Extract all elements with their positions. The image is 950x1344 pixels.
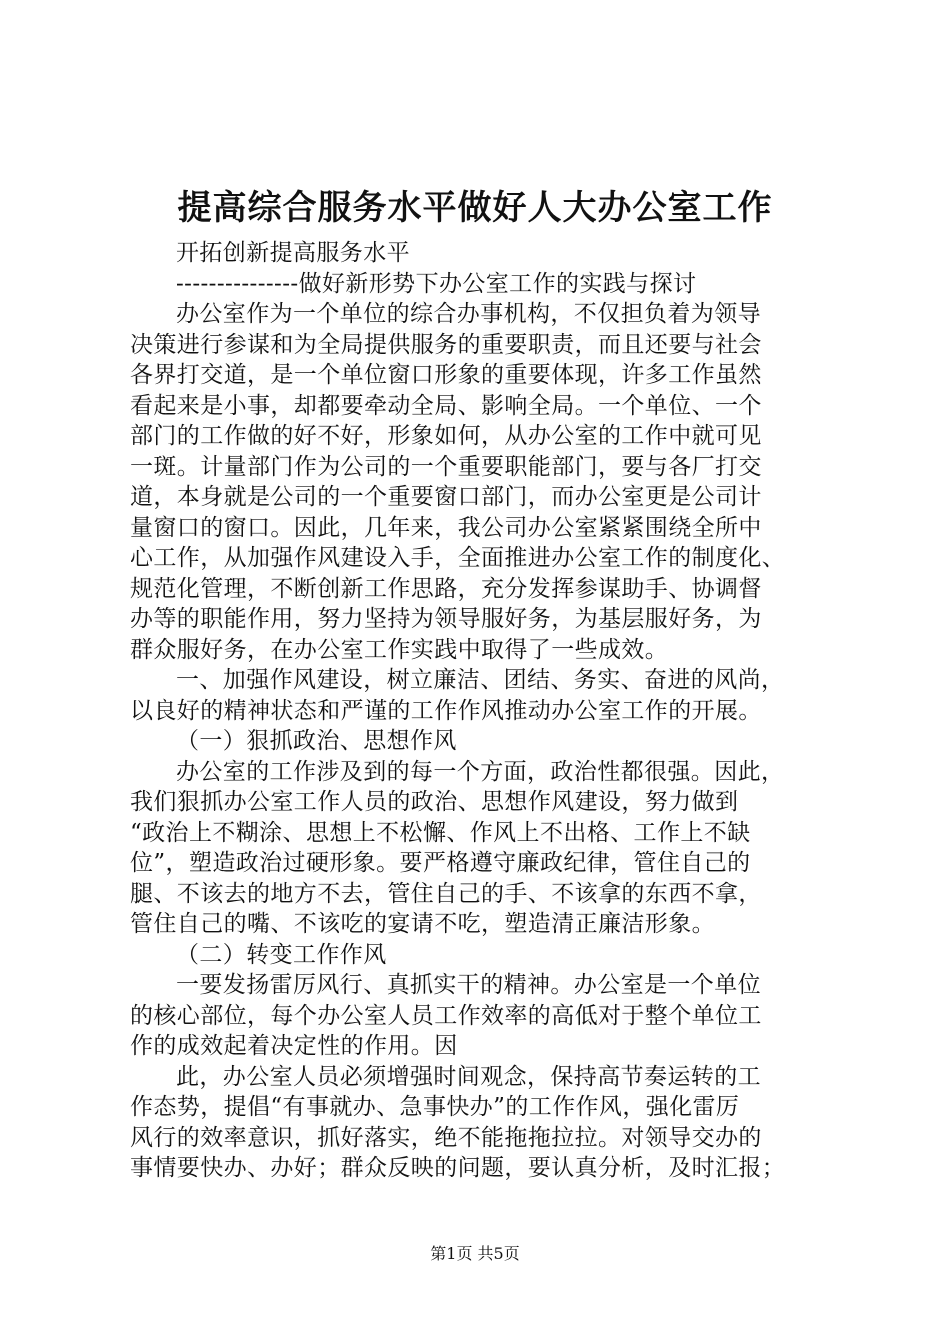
- text-line: 看起来是小事，却都要牵动全局、影响全局。一个单位、一个: [130, 392, 762, 419]
- text-line: 位”，塑造政治过硬形象。要严格遵守廉政纪律，管住自己的: [130, 850, 751, 876]
- text-line: 量窗口的窗口。因此，几年来，我公司办公室紧紧围绕全所中: [130, 514, 762, 541]
- text-line: 决策进行参谋和为全局提供服务的重要职责，而且还要与社会: [130, 331, 762, 358]
- text-line: 规范化管理，不断创新工作思路，充分发挥参谋助手、协调督: [130, 575, 762, 602]
- document-body: [130, 238, 830, 1184]
- text-line: （一）狠抓政治、思想作风: [176, 728, 457, 754]
- text-line: 开拓创新提高服务水平: [176, 240, 410, 266]
- text-line: 以良好的精神状态和严谨的工作作风推动办公室工作的开展。: [130, 697, 762, 724]
- text-line: 作的成效起着决定性的作用。因: [130, 1033, 458, 1059]
- text-line: 办公室作为一个单位的综合办事机构，不仅担负着为领导: [176, 301, 761, 327]
- text-line: 心工作，从加强作风建设入手，全面推进办公室工作的制度化、: [130, 545, 786, 571]
- text-line: 事情要快办、办好；群众反映的问题，要认真分析，及时汇报；: [130, 1155, 786, 1181]
- text-line: 群众服好务，在办公室工作实践中取得了一些成效。: [130, 636, 669, 663]
- text-line: 的核心部位，每个办公室人员工作效率的高低对于整个单位工: [130, 1002, 762, 1029]
- text-line: 各界打交道，是一个单位窗口形象的重要体现，许多工作虽然: [130, 362, 762, 388]
- text-line: 腿、不该去的地方不去，管住自己的手、不该拿的东西不拿，: [130, 880, 762, 907]
- text-line: 风行的效率意识，抓好落实，绝不能拖拖拉拉。对领导交办的: [130, 1124, 762, 1151]
- text-line: 管住自己的嘴、不该吃的宴请不吃，塑造清正廉洁形象。: [130, 911, 715, 937]
- text-line: （二）转变工作作风: [176, 941, 387, 968]
- text-line: 道，本身就是公司的一个重要窗口部门，而办公室更是公司计: [130, 484, 762, 510]
- text-line: 一斑。计量部门作为公司的一个重要职能部门，要与各厂打交: [130, 453, 762, 480]
- text-line: ---------------做好新形势下办公室工作的实践与探讨: [176, 270, 697, 297]
- text-line: “政治上不糊涂、思想上不松懈、作风上不出格、工作上不缺: [130, 819, 751, 846]
- text-line: 作态势，提倡“有事就办、急事快办”的工作作风，强化雷厉: [130, 1094, 740, 1120]
- text-line: 办等的职能作用，努力坚持为领导服好务，为基层服好务，为: [130, 606, 762, 632]
- text-line: 此，办公室人员必须增强时间观念，保持高节奏运转的工: [176, 1063, 761, 1090]
- text-line: 办公室的工作涉及到的每一个方面，政治性都很强。因此，: [176, 758, 785, 785]
- text-line: 一、加强作风建设，树立廉洁、团结、务实、奋进的风尚，: [176, 667, 785, 693]
- text-line: 我们狠抓办公室工作人员的政治、思想作风建设，努力做到: [130, 789, 739, 815]
- text-line: 一要发扬雷厉风行、真抓实干的精神。办公室是一个单位: [176, 972, 761, 998]
- document-title: 提高综合服务水平做好人大办公室工作: [177, 188, 773, 228]
- text-line: 部门的工作做的好不好，形象如何，从办公室的工作中就可见: [130, 423, 762, 449]
- page-footer: 第1页 共5页: [430, 1244, 520, 1263]
